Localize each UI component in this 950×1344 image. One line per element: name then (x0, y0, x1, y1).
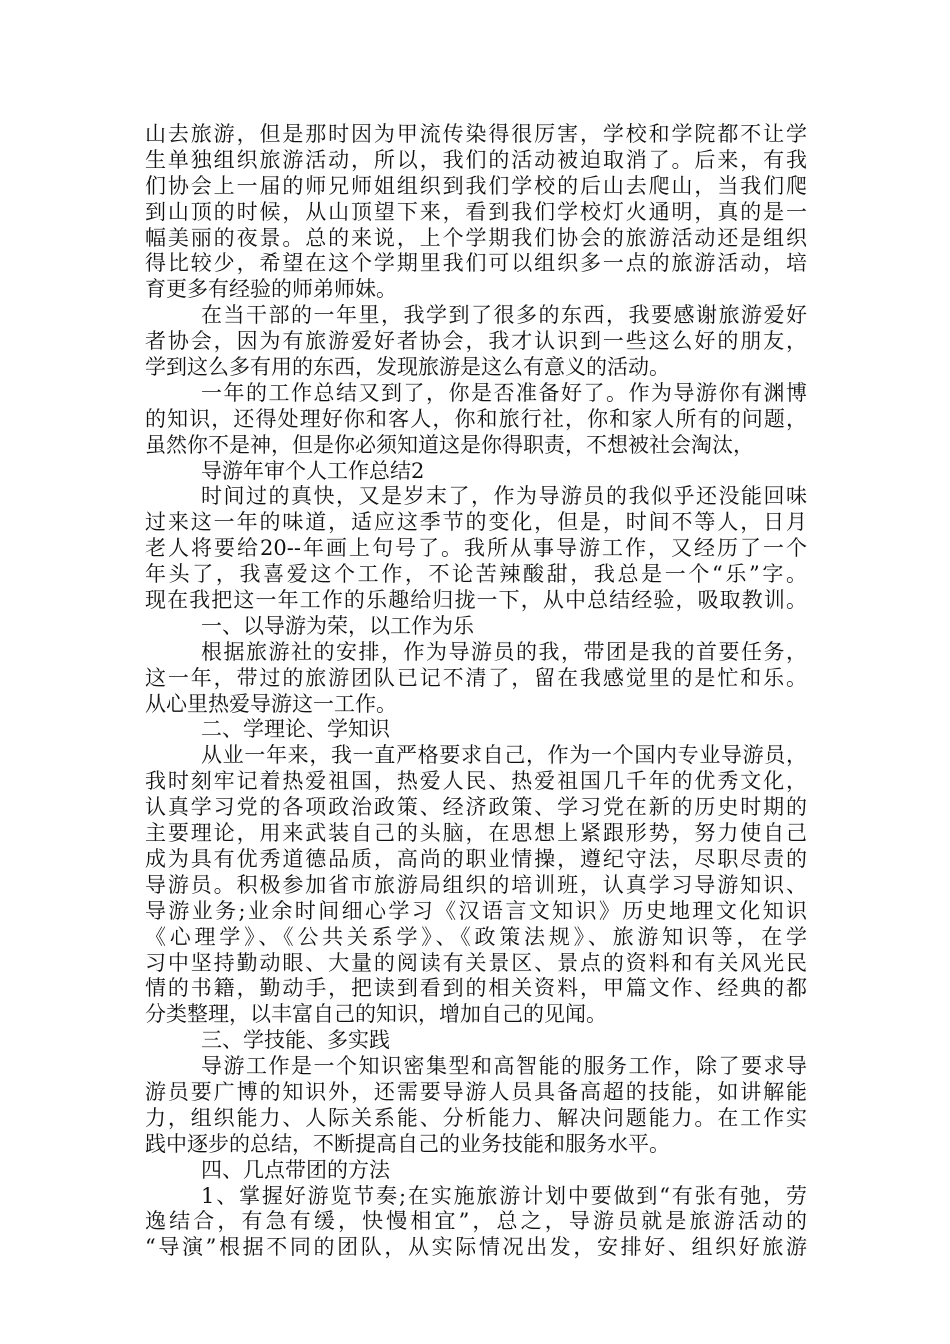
text-line: 的知识，还得处理好你和客人，你和旅行社，你和家人所有的问题， (145, 406, 807, 431)
text-line: 主要理论，用来武装自己的头脑，在思想上紧跟形势，努力使自己 (145, 821, 807, 846)
text-line: “导演”根据不同的团队，从实际情况出发，安排好、组织好旅游 (145, 1235, 807, 1260)
text-line: 二、学理论、学知识 (201, 717, 390, 742)
text-line: 认真学习党的各项政治政策、经济政策、学习党在新的历史时期的 (145, 795, 807, 820)
text-line: 从心里热爱导游这一工作。 (145, 691, 397, 716)
text-line: 践中逐步的总结，不断提高自己的业务技能和服务水平。 (145, 1131, 670, 1156)
text-line: 逸结合，有急有缓，快慢相宜”，总之，导游员就是旅游活动的 (145, 1209, 807, 1234)
text-line: 游员要广博的知识外，还需要导游人员具备高超的技能，如讲解能 (145, 1079, 807, 1104)
text-line: 从业一年来，我一直严格要求自己，作为一个国内专业导游员， (201, 743, 807, 768)
text-line: 们协会上一届的师兄师姐组织到我们学校的后山去爬山，当我们爬 (145, 173, 807, 198)
text-line: 《心理学》、《公共关系学》、《政策法规》、旅游知识等，在学 (145, 924, 807, 949)
text-line: 根据旅游社的安排，作为导游员的我，带团是我的首要任务， (201, 639, 807, 664)
text-line: 导游员。积极参加省市旅游局组织的培训班，认真学习导游知识、 (145, 872, 807, 897)
text-line: 年头了，我喜爱这个工作，不论苦辣酸甜，我总是一个“乐”字。 (145, 562, 807, 587)
text-line: 这一年，带过的旅游团队已记不清了，留在我感觉里的是忙和乐。 (145, 665, 807, 690)
text-line: 导游工作是一个知识密集型和高智能的服务工作，除了要求导 (201, 1054, 807, 1079)
text-line: 成为具有优秀道德品质，高尚的职业情操，遵纪守法，尽职尽责的 (145, 846, 807, 871)
text-line: 生单独组织旅游活动，所以，我们的活动被迫取消了。后来，有我 (145, 147, 807, 172)
text-line: 1、掌握好游览节奏;在实施旅游计划中要做到“有张有弛，劳 (201, 1183, 807, 1208)
text-line: 者协会，因为有旅游爱好者协会，我才认识到一些这么好的朋友， (145, 329, 807, 354)
text-line: 得比较少，希望在这个学期里我们可以组织多一点的旅游活动，培 (145, 251, 807, 276)
text-line: 一年的工作总结又到了，你是否准备好了。作为导游你有渊博 (201, 380, 807, 405)
text-line: 过来这一年的味道，适应这季节的变化，但是，时间不等人，日月 (145, 510, 807, 535)
text-line: 到山顶的时候，从山顶望下来，看到我们学校灯火通明，真的是一 (145, 199, 807, 224)
text-line: 山去旅游，但是那时因为甲流传染得很厉害，学校和学院都不让学 (145, 122, 807, 146)
text-line: 导游业务;业余时间细心学习《汉语言文知识》历史地理文化知识 (145, 898, 807, 923)
text-line: 四、几点带团的方法 (201, 1157, 390, 1182)
text-line: 老人将要给20--年画上句号了。我所从事导游工作，又经历了一个 (145, 536, 807, 561)
text-line: 时间过的真快，又是岁末了，作为导游员的我似乎还没能回味 (201, 484, 807, 509)
text-line: 现在我把这一年工作的乐趣给归拢一下，从中总结经验，吸取教训。 (145, 588, 807, 613)
text-line: 育更多有经验的师弟师妹。 (145, 277, 397, 302)
text-line: 习中坚持勤动眼、大量的阅读有关景区、景点的资料和有关风光民 (145, 950, 807, 975)
text-line: 一、以导游为荣，以工作为乐 (201, 613, 474, 638)
text-line: 学到这么多有用的东西，发现旅游是这么有意义的活动。 (145, 355, 670, 380)
text-line: 幅美丽的夜景。总的来说，上个学期我们协会的旅游活动还是组织 (145, 225, 807, 250)
document-body (145, 122, 807, 1261)
text-line: 情的书籍，勤动手，把读到看到的相关资料，甲篇文作、经典的都 (145, 976, 807, 1001)
text-line: 三、学技能、多实践 (201, 1028, 390, 1053)
text-line: 我时刻牢记着热爱祖国，热爱人民、热爱祖国几千年的优秀文化， (145, 769, 807, 794)
text-line: 在当干部的一年里，我学到了很多的东西，我要感谢旅游爱好 (201, 303, 807, 328)
text-line: 虽然你不是神，但是你必须知道这是你得职责，不想被社会淘汰， (145, 432, 754, 457)
text-line: 分类整理，以丰富自己的知识，增加自己的见闻。 (145, 1002, 607, 1027)
text-line: 导游年审个人工作总结2 (201, 458, 425, 483)
text-line: 力，组织能力、人际关系能、分析能力、解决问题能力。在工作实 (145, 1105, 807, 1130)
